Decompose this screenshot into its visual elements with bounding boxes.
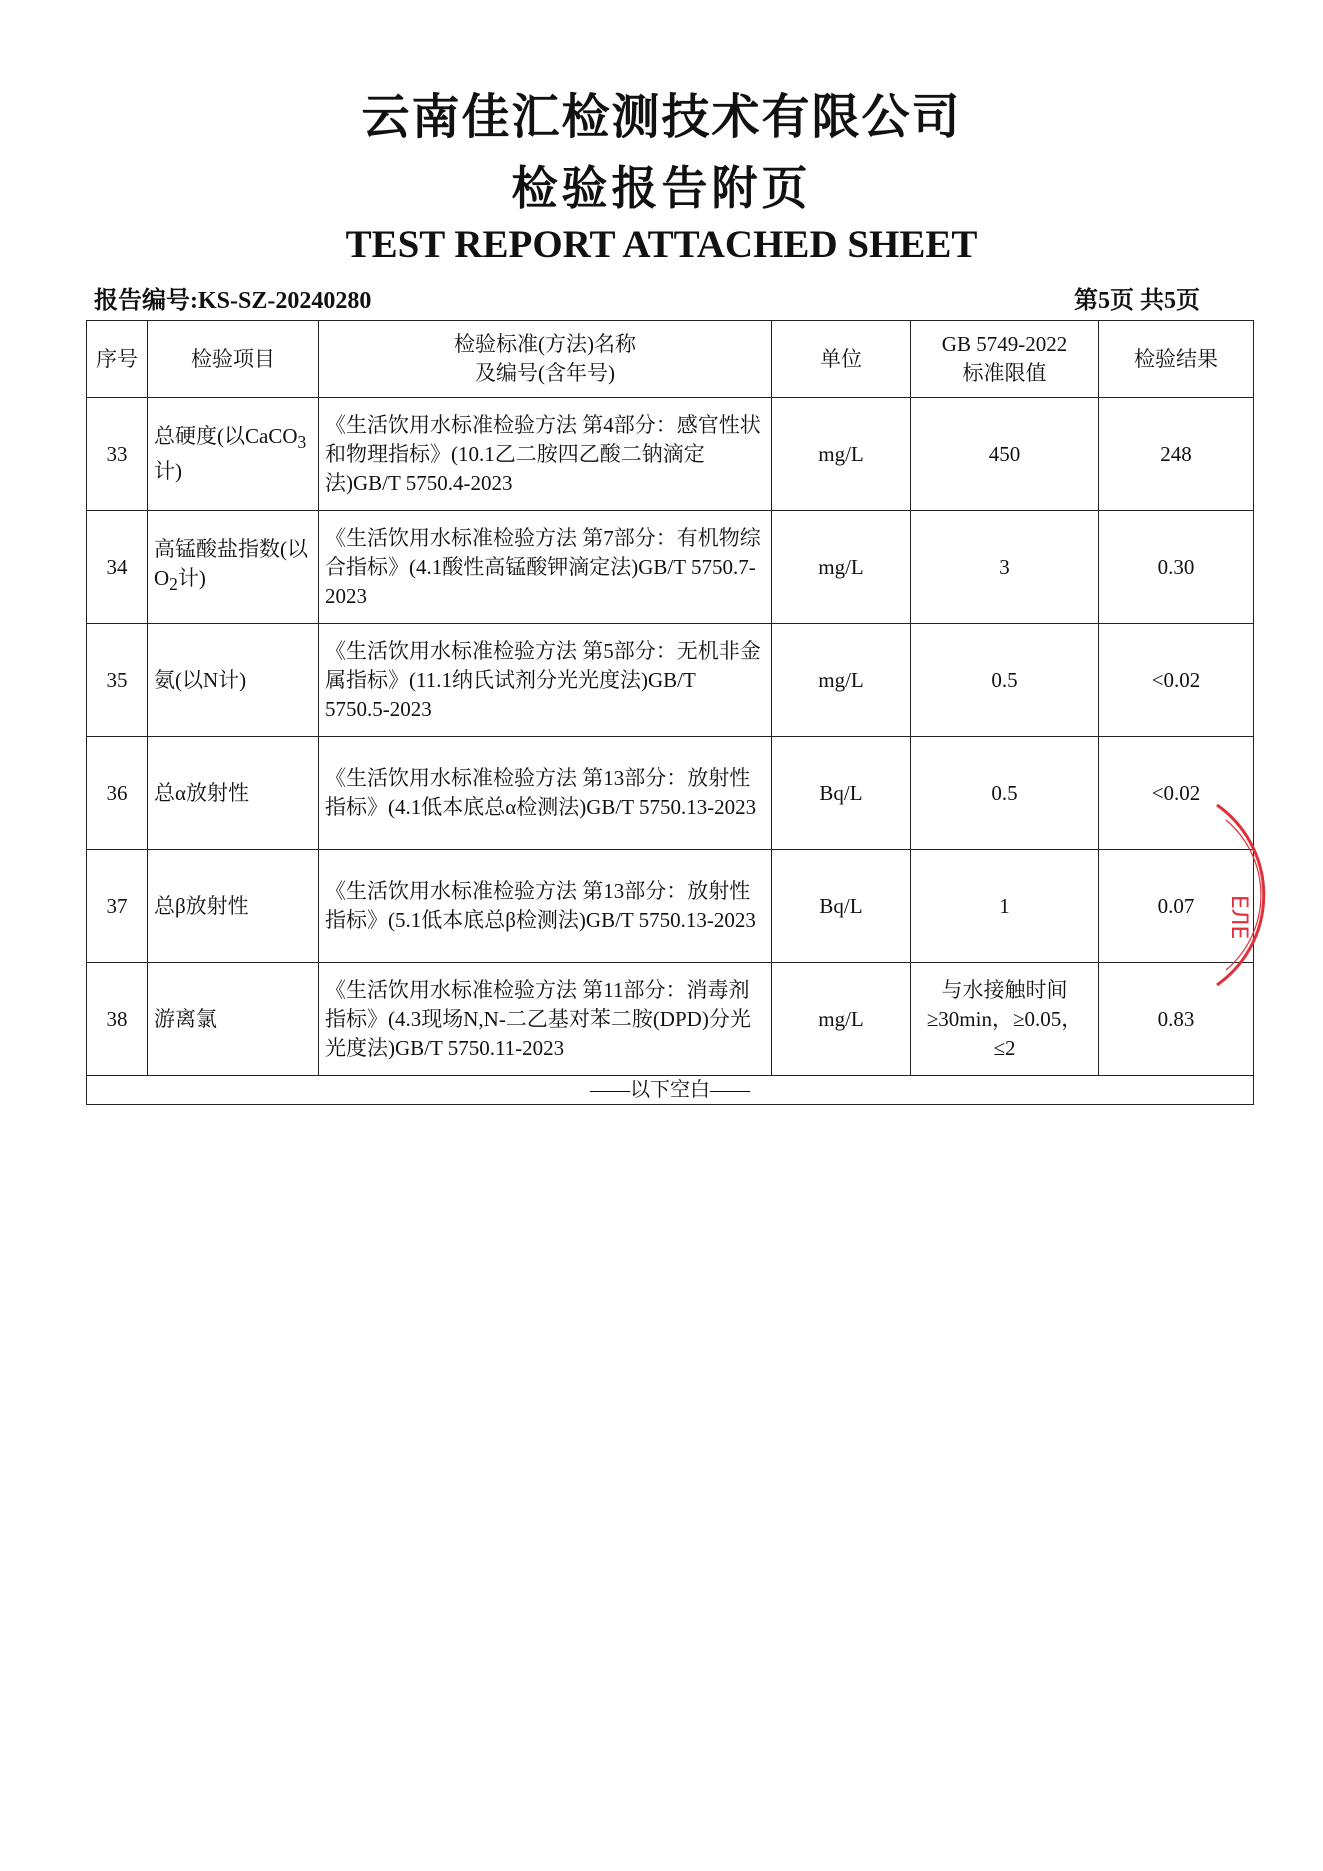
standard-limit: 3 bbox=[911, 511, 1099, 624]
test-method: 《生活饮用水标准检验方法 第5部分：无机非金属指标》(11.1纳氏试剂分光光度法)GB/T 5750.5-2023 bbox=[319, 624, 772, 737]
page-indicator: 第5页 共5页 bbox=[1074, 288, 1200, 314]
test-item bbox=[148, 511, 319, 624]
test-item-text: 高锰酸盐指数(以O bbox=[154, 536, 308, 590]
report-number: 报告编号:KS-SZ-20240280 bbox=[94, 288, 372, 314]
table-row bbox=[87, 737, 1254, 850]
results-table bbox=[86, 320, 1254, 1105]
stamp-text: ЕЛЕ bbox=[1226, 895, 1251, 940]
table-row bbox=[87, 963, 1254, 1076]
table-row bbox=[87, 398, 1254, 511]
unit: mg/L bbox=[772, 963, 911, 1076]
standard-limit: 0.5 bbox=[911, 737, 1099, 850]
test-method: 《生活饮用水标准检验方法 第4部分：感官性状和物理指标》(10.1乙二胺四乙酸二钠滴定法)GB/T 5750.4-2023 bbox=[319, 398, 772, 511]
table-row bbox=[87, 850, 1254, 963]
standard-limit: 与水接触时间≥30min，≥0.05，≤2 bbox=[911, 963, 1099, 1076]
test-result: 0.83 bbox=[1099, 963, 1254, 1076]
blank-below-note: ——以下空白—— bbox=[87, 1076, 1254, 1105]
row-number: 35 bbox=[87, 624, 148, 737]
company-name: 云南佳汇检测技术有限公司 bbox=[361, 89, 962, 145]
test-item-text: 总β放射性 bbox=[154, 893, 249, 918]
col-header-limit: GB 5749-2022 标准限值 bbox=[911, 321, 1099, 398]
test-method: 《生活饮用水标准检验方法 第7部分：有机物综合指标》(4.1酸性高锰酸钾滴定法)GB/T 5750.7-2023 bbox=[319, 511, 772, 624]
chemical-subscript: 2 bbox=[169, 574, 178, 595]
table-row bbox=[87, 511, 1254, 624]
row-number: 34 bbox=[87, 511, 148, 624]
col-header-no: 序号 bbox=[87, 321, 148, 398]
report-subtitle: 检验报告附页 bbox=[511, 161, 812, 215]
row-number: 38 bbox=[87, 963, 148, 1076]
test-item bbox=[148, 737, 319, 850]
test-item-text: 氨(以N计) bbox=[154, 667, 247, 692]
test-item bbox=[148, 624, 319, 737]
test-result: 0.30 bbox=[1099, 511, 1254, 624]
row-number: 33 bbox=[87, 398, 148, 511]
test-item bbox=[148, 398, 319, 511]
col-header-result: 检验结果 bbox=[1099, 321, 1254, 398]
unit: Bq/L bbox=[772, 850, 911, 963]
standard-limit: 450 bbox=[911, 398, 1099, 511]
unit: mg/L bbox=[772, 511, 911, 624]
test-method: 《生活饮用水标准检验方法 第13部分：放射性指标》(4.1低本底总α检测法)GB/T 5750.13-2023 bbox=[319, 737, 772, 850]
test-method: 《生活饮用水标准检验方法 第11部分：消毒剂指标》(4.3现场N,N-二乙基对苯二胺(DPD)分光光度法)GB/T 5750.11-2023 bbox=[319, 963, 772, 1076]
chemical-subscript: 3 bbox=[297, 432, 307, 453]
unit: mg/L bbox=[772, 624, 911, 737]
col-header-unit: 单位 bbox=[772, 321, 911, 398]
test-item-text: 游离氯 bbox=[154, 1006, 217, 1031]
red-seal-stamp bbox=[1212, 795, 1282, 995]
col-header-item: 检验项目 bbox=[148, 321, 319, 398]
standard-limit: 0.5 bbox=[911, 624, 1099, 737]
col-header-method: 检验标准(方法)名称 及编号(含年号) bbox=[319, 321, 772, 398]
table-row bbox=[87, 624, 1254, 737]
test-item bbox=[148, 850, 319, 963]
english-title: TEST REPORT ATTACHED SHEET bbox=[345, 223, 978, 266]
test-item-text: 总硬度(以CaCO bbox=[154, 423, 298, 448]
test-item-suffix: 计) bbox=[154, 459, 182, 484]
test-method: 《生活饮用水标准检验方法 第13部分：放射性指标》(5.1低本底总β检测法)GB/T 5750.13-2023 bbox=[319, 850, 772, 963]
row-number: 36 bbox=[87, 737, 148, 850]
standard-limit: 1 bbox=[911, 850, 1099, 963]
test-item bbox=[148, 963, 319, 1076]
test-item-text: 总α放射性 bbox=[154, 780, 250, 805]
test-result: 0.07 bbox=[1099, 850, 1254, 963]
row-number: 37 bbox=[87, 850, 148, 963]
test-result: <0.02 bbox=[1099, 624, 1254, 737]
test-result: <0.02 bbox=[1099, 737, 1254, 850]
test-item-suffix: 计) bbox=[177, 565, 206, 590]
unit: Bq/L bbox=[772, 737, 911, 850]
table-header-row bbox=[87, 321, 1254, 398]
table-footer-row bbox=[87, 1076, 1254, 1105]
test-result: 248 bbox=[1099, 398, 1254, 511]
unit: mg/L bbox=[772, 398, 911, 511]
